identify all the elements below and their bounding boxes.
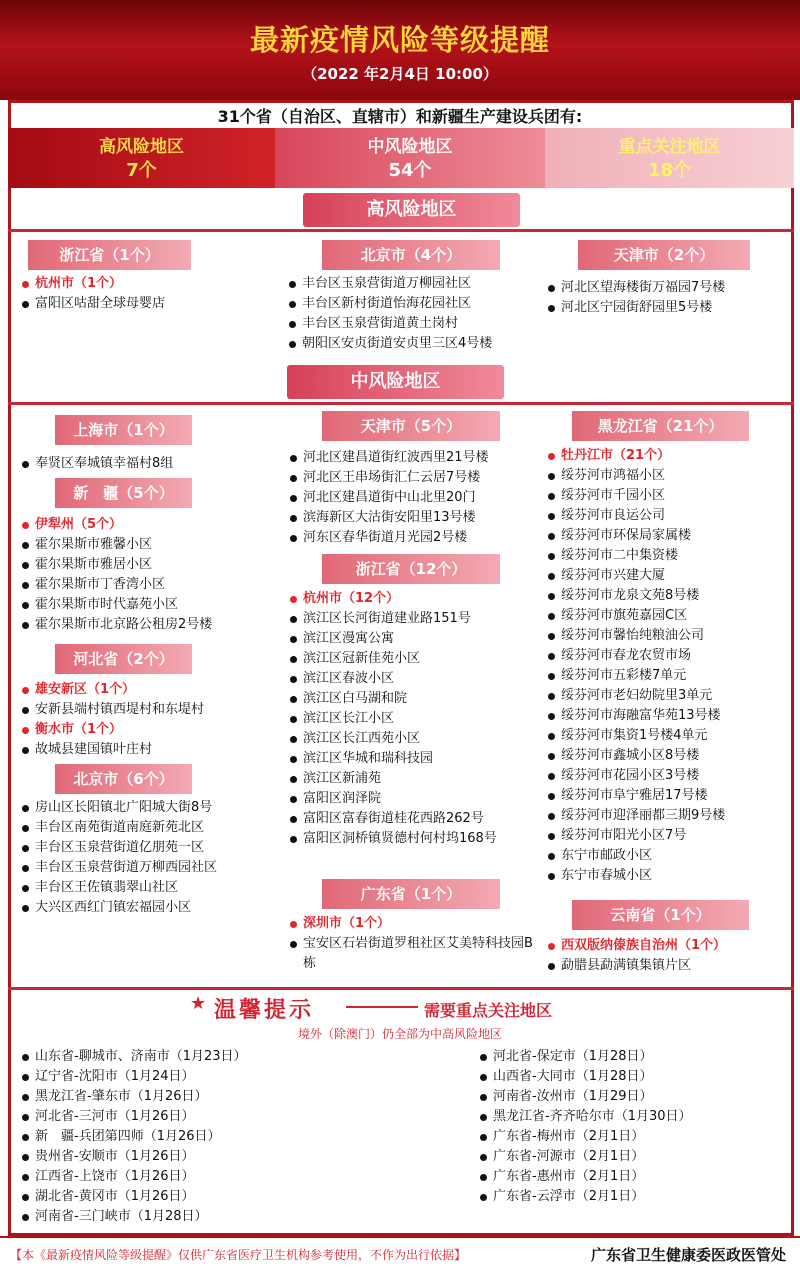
list-item: 霍尔果斯市雅馨小区 [20,535,280,555]
summary-mid-count: 54个 [388,160,432,181]
mid-yunnan-label: 云南省（1个） [572,900,749,930]
lead-text: 31个省（自治区、直辖市）和新疆生产建设兵团有: [217,107,583,126]
list-item: 广东省-惠州市（2月1日） [478,1167,788,1187]
list-item: 杭州市（1个） [20,274,280,294]
mid-tianjin-list [288,448,548,548]
list-item: 广东省-云浮市（2月1日） [478,1187,788,1207]
star-icon: ★ [190,993,207,1014]
list-item: 绥芬河市兴建大厦 [546,566,800,586]
list-item: 朝阳区安贞街道安贞里三区4号楼 [287,334,547,354]
list-item: 霍尔果斯市雅居小区 [20,555,280,575]
summary-high-count: 7个 [126,160,157,181]
footer-organization: 广东省卫生健康委医政医管处 [590,1246,786,1264]
mid-xinjiang-list [20,515,280,635]
list-item: 滨江区漫寓公寓 [288,629,538,649]
update-date: （2022 年2月4日 10:00） [302,65,498,83]
list-item: 衡水市（1个） [20,720,280,740]
list-item: 丰台区玉泉营街道黄土岗村 [287,314,547,334]
mid-guangdong-label: 广东省（1个） [322,879,500,909]
tips-subtitle: 需要重点关注地区 [424,1001,553,1020]
list-item: 西双版纳傣族自治州（1个） [546,936,786,956]
tips-note: 境外（除澳门）仍全部为中高风险地区 [297,1027,502,1041]
list-item: 河北区望海楼街万福园7号楼 [546,278,800,298]
summary-focus-label: 重点关注地区 [618,137,721,157]
list-item: 贵州省-安顺市（1月26日） [20,1147,310,1167]
high-risk-banner: 高风险地区 [303,193,520,227]
list-item: 绥芬河市千园小区 [546,486,800,506]
list-item: 霍尔果斯市北京路公租房2号楼 [20,615,280,635]
list-item: 绥芬河市老妇幼院里3单元 [546,686,800,706]
list-item: 伊犁州（5个） [20,515,280,535]
mid-heilongjiang-label: 黑龙江省（21个） [572,411,749,441]
list-item: 江西省-上饶市（1月26日） [20,1167,310,1187]
list-item: 绥芬河市二中集资楼 [546,546,800,566]
list-item: 丰台区王佐镇翡翠山社区 [20,878,280,898]
list-item: 安新县端村镇西堤村和东堤村 [20,700,280,720]
list-item: 绥芬河市花园小区3号楼 [546,766,800,786]
mid-beijing-list [20,798,280,918]
high-tianjin-list [546,278,800,318]
high-zhejiang-list [20,274,280,314]
list-item: 富阳区咕甜全球母婴店 [20,294,280,314]
mid-shanghai-label: 上海市（1个） [55,415,192,445]
list-item: 奉贤区奉城镇幸福村8组 [20,454,280,474]
summary-high [8,128,275,188]
mid-xinjiang-label: 新 疆（5个） [55,478,192,508]
mid-zhejiang-label: 浙江省（12个） [322,554,500,584]
footer-disclaimer: 【本《最新疫情风险等级提醒》仅供广东省医疗卫生机构参考使用，不作为出行依据】 [10,1248,467,1262]
list-item: 富阳区润泽院 [288,789,538,809]
list-item: 广东省-梅州市（2月1日） [478,1127,788,1147]
summary-focus-count: 18个 [647,160,692,181]
list-item: 丰台区新村街道怡海花园社区 [287,294,547,314]
high-tianjin-label: 天津市（2个） [578,240,750,270]
list-item: 绥芬河市环保局家属楼 [546,526,800,546]
summary-mid-label: 中风险地区 [367,137,453,157]
list-item: 绥芬河市鑫城小区8号楼 [546,746,800,766]
list-item: 丰台区玉泉营街道亿朋苑一区 [20,838,280,858]
list-item: 滨江区冠新佳苑小区 [288,649,538,669]
list-item: 绥芬河市迎泽丽都三期9号楼 [546,806,800,826]
mid-guangdong-list [288,914,536,974]
list-item: 霍尔果斯市丁香湾小区 [20,575,280,595]
list-item: 绥芬河市鸿福小区 [546,466,800,486]
list-item: 滨江区白马湖和院 [288,689,538,709]
list-item: 雄安新区（1个） [20,680,280,700]
mid-zhejiang-list [288,589,538,849]
list-item: 河南省-汝州市（1月29日） [478,1087,788,1107]
list-item: 滨江区新浦苑 [288,769,538,789]
mid-hebei-label: 河北省（2个） [55,644,192,674]
mid-risk-banner: 中风险地区 [287,365,504,399]
list-item: 湖北省-黄冈市（1月26日） [20,1187,310,1207]
section-divider [8,402,794,405]
list-item: 河北区建昌道街中山北里20门 [288,488,548,508]
list-item: 富阳区富春街道桂花西路262号 [288,809,538,829]
summary-high-label: 高风险地区 [99,137,184,157]
tips-title: 温馨提示 [214,998,315,1023]
list-item: 河北省-保定市（1月28日） [478,1047,788,1067]
list-item: 河北区王串场街汇仁云居7号楼 [288,468,548,488]
list-item: 绥芬河市五彩楼7单元 [546,666,800,686]
list-item: 滨江区春波小区 [288,669,538,689]
footer [0,1236,800,1271]
high-beijing-list [287,274,547,354]
list-item: 大兴区西红门镇宏福园小区 [20,898,280,918]
list-item: 东宁市邮政小区 [546,846,800,866]
list-item: 绥芬河市集资1号楼4单元 [546,726,800,746]
list-item: 绥芬河市良运公司 [546,506,800,526]
list-item: 杭州市（12个） [288,589,538,609]
list-item: 霍尔果斯市时代嘉苑小区 [20,595,280,615]
list-item: 房山区长阳镇北广阳城大街8号 [20,798,280,818]
list-item: 绥芬河市春龙农贸市场 [546,646,800,666]
list-item: 绥芬河市馨怡纯粮油公司 [546,626,800,646]
list-item: 辽宁省-沈阳市（1月24日） [20,1067,310,1087]
list-item: 河北区宁园街舒园里5号楼 [546,298,800,318]
list-item: 绥芬河市旗苑嘉园C区 [546,606,800,626]
summary-mid [275,128,545,188]
mid-hebei-list [20,680,280,760]
list-item: 河北省-三河市（1月26日） [20,1107,310,1127]
tips-list-right [478,1047,788,1207]
list-item: 勐腊县勐满镇集镇片区 [546,956,786,976]
list-item: 绥芬河市龙泉文苑8号楼 [546,586,800,606]
list-item: 黑龙江省-肇东市（1月26日） [20,1087,310,1107]
list-item: 丰台区玉泉营街道万柳西园社区 [20,858,280,878]
list-item: 丰台区南苑街道南庭新苑北区 [20,818,280,838]
list-item: 牡丹江市（21个） [546,446,800,466]
list-item: 河北区建昌道街红波西里21号楼 [288,448,548,468]
mid-heilongjiang-list [546,446,800,886]
list-item: 河南省-三门峡市（1月28日） [20,1207,310,1227]
list-item: 山东省-聊城市、济南市（1月23日） [20,1047,310,1067]
list-item: 东宁市春城小区 [546,866,800,886]
list-item: 宝安区石岩街道罗租社区艾美特科技园B栋 [288,934,536,974]
list-item: 绥芬河市阜宁雅居17号楼 [546,786,800,806]
list-item: 新 疆-兵团第四师（1月26日） [20,1127,310,1147]
list-item: 深圳市（1个） [288,914,536,934]
section-divider [8,229,794,232]
mid-tianjin-label: 天津市（5个） [322,411,500,441]
list-item: 滨江区长河街道建业路151号 [288,609,538,629]
high-zhejiang-label: 浙江省（1个） [28,240,191,270]
mid-beijing-label: 北京市（6个） [55,764,192,794]
tips-dash-line [346,1006,418,1008]
high-beijing-label: 北京市（4个） [322,240,500,270]
list-item: 山西省-大同市（1月28日） [478,1067,788,1087]
list-item: 故城县建国镇叶庄村 [20,740,280,760]
list-item: 滨江区长江小区 [288,709,538,729]
list-item: 滨江区长江西苑小区 [288,729,538,749]
list-item: 河东区春华街道月光园2号楼 [288,528,548,548]
list-item: 广东省-河源市（2月1日） [478,1147,788,1167]
page-title: 最新疫情风险等级提醒 [249,23,550,57]
list-item: 黑龙江省-齐齐哈尔市（1月30日） [478,1107,788,1127]
list-item: 绥芬河市阳光小区7号 [546,826,800,846]
list-item: 滨江区华城和瑞科技园 [288,749,538,769]
list-item: 富阳区洞桥镇贤德村何村坞168号 [288,829,538,849]
mid-shanghai-list [20,454,280,474]
mid-yunnan-list [546,936,786,976]
tips-list-left [20,1047,310,1227]
summary-focus [545,128,794,188]
list-item: 丰台区玉泉营街道万柳园社区 [287,274,547,294]
list-item: 绥芬河市海融富华苑13号楼 [546,706,800,726]
list-item: 滨海新区大沽街安阳里13号楼 [288,508,548,528]
